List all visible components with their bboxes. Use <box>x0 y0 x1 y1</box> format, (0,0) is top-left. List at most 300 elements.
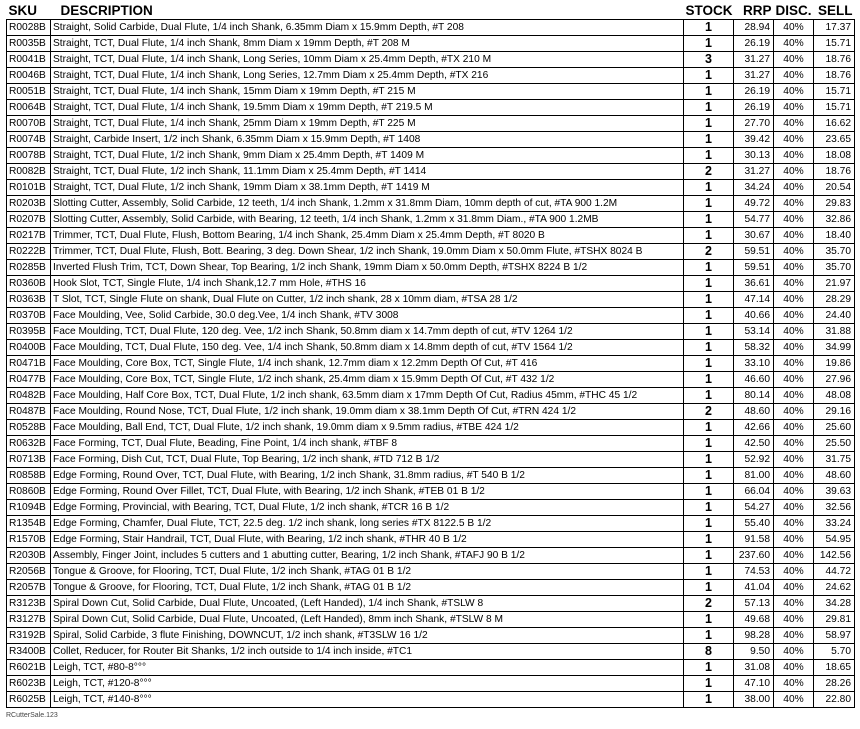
table-row[interactable] <box>7 276 855 292</box>
cell-disc[interactable]: 40% <box>774 292 814 308</box>
cell-disc[interactable]: 40% <box>774 324 814 340</box>
cell-description[interactable]: Slotting Cutter, Assembly, Solid Carbide, 12 teeth, 1/4 inch Shank, 1.2mm x 31.8mm Diam, 10mm depth of cut, #TA 900 1.2M <box>51 196 684 212</box>
cell-rrp[interactable]: 42.66 <box>734 420 774 436</box>
cell-disc[interactable]: 40% <box>774 548 814 564</box>
table-row[interactable] <box>7 116 855 132</box>
table-row[interactable] <box>7 436 855 452</box>
cell-rrp[interactable]: 30.13 <box>734 148 774 164</box>
cell-sell[interactable]: 18.76 <box>814 68 855 84</box>
cell-sku[interactable]: R0400B <box>7 340 51 356</box>
cell-sku[interactable]: R0395B <box>7 324 51 340</box>
cell-sell[interactable]: 32.56 <box>814 500 855 516</box>
cell-sell[interactable]: 35.70 <box>814 244 855 260</box>
cell-stock[interactable]: 1 <box>684 484 734 500</box>
table-row[interactable] <box>7 132 855 148</box>
cell-stock[interactable]: 1 <box>684 292 734 308</box>
cell-sell[interactable]: 24.62 <box>814 580 855 596</box>
cell-sku[interactable]: R1354B <box>7 516 51 532</box>
cell-description[interactable]: Hook Slot, TCT, Single Flute, 1/4 inch Shank,12.7 mm Hole, #THS 16 <box>51 276 684 292</box>
table-row[interactable] <box>7 452 855 468</box>
cell-rrp[interactable]: 26.19 <box>734 84 774 100</box>
cell-sell[interactable]: 27.96 <box>814 372 855 388</box>
cell-stock[interactable]: 1 <box>684 84 734 100</box>
cell-sku[interactable]: R0028B <box>7 20 51 36</box>
cell-sell[interactable]: 17.37 <box>814 20 855 36</box>
cell-sku[interactable]: R1570B <box>7 532 51 548</box>
cell-rrp[interactable]: 81.00 <box>734 468 774 484</box>
cell-disc[interactable]: 40% <box>774 52 814 68</box>
cell-description[interactable]: Straight, Solid Carbide, Dual Flute, 1/4 inch Shank, 6.35mm Diam x 15.9mm Depth, #T 208 <box>51 20 684 36</box>
cell-description[interactable]: Edge Forming, Provincial, with Bearing, TCT, Dual Flute, 1/2 inch shank, #TCR 16 B 1/2 <box>51 500 684 516</box>
cell-sku[interactable]: R0051B <box>7 84 51 100</box>
cell-sell[interactable]: 31.75 <box>814 452 855 468</box>
cell-sku[interactable]: R0285B <box>7 260 51 276</box>
cell-sell[interactable]: 23.65 <box>814 132 855 148</box>
cell-disc[interactable]: 40% <box>774 596 814 612</box>
cell-sku[interactable]: R0471B <box>7 356 51 372</box>
cell-rrp[interactable]: 54.77 <box>734 212 774 228</box>
table-row[interactable] <box>7 164 855 180</box>
cell-stock[interactable]: 1 <box>684 68 734 84</box>
cell-stock[interactable]: 2 <box>684 244 734 260</box>
cell-disc[interactable]: 40% <box>774 180 814 196</box>
cell-sell[interactable]: 34.99 <box>814 340 855 356</box>
table-row[interactable] <box>7 676 855 692</box>
cell-rrp[interactable]: 54.27 <box>734 500 774 516</box>
cell-sku[interactable]: R0217B <box>7 228 51 244</box>
cell-description[interactable]: Straight, TCT, Dual Flute, 1/4 inch Shank, 8mm Diam x 19mm Depth, #T 208 M <box>51 36 684 52</box>
cell-sell[interactable]: 35.70 <box>814 260 855 276</box>
cell-stock[interactable]: 2 <box>684 596 734 612</box>
cell-stock[interactable]: 2 <box>684 164 734 180</box>
cell-rrp[interactable]: 33.10 <box>734 356 774 372</box>
cell-stock[interactable]: 1 <box>684 388 734 404</box>
cell-disc[interactable]: 40% <box>774 516 814 532</box>
table-row[interactable] <box>7 196 855 212</box>
cell-description[interactable]: Edge Forming, Stair Handrail, TCT, Dual Flute, with Bearing, 1/2 inch shank, #THR 40 B 1/2 <box>51 532 684 548</box>
cell-description[interactable]: Straight, TCT, Dual Flute, 1/4 inch Shank, 15mm Diam x 19mm Depth, #T 215 M <box>51 84 684 100</box>
cell-rrp[interactable]: 59.51 <box>734 244 774 260</box>
cell-sku[interactable]: R3192B <box>7 628 51 644</box>
cell-description[interactable]: Straight, TCT, Dual Flute, 1/4 inch Shank, Long Series, 12.7mm Diam x 25.4mm Depth, #TX 216 <box>51 68 684 84</box>
cell-sell[interactable]: 18.40 <box>814 228 855 244</box>
table-row[interactable] <box>7 68 855 84</box>
cell-sell[interactable]: 25.60 <box>814 420 855 436</box>
cell-description[interactable]: Face Moulding, Vee, Solid Carbide, 30.0 deg.Vee, 1/4 inch Shank, #TV 3008 <box>51 308 684 324</box>
cell-description[interactable]: Edge Forming, Chamfer, Dual Flute, TCT, 22.5 deg. 1/2 inch shank, long series #TX 8122.5 B 1/2 <box>51 516 684 532</box>
cell-description[interactable]: Face Moulding, TCT, Dual Flute, 150 deg. Vee, 1/4 inch Shank, 50.8mm diam x 14.8mm depth of cut, #TV 1564 1/2 <box>51 340 684 356</box>
cell-stock[interactable]: 1 <box>684 516 734 532</box>
cell-sell[interactable]: 18.65 <box>814 660 855 676</box>
cell-description[interactable]: Face Moulding, Half Core Box, TCT, Dual Flute, 1/2 inch shank, 63.5mm diam x 17mm Depth Of Cut, Radius 45mm, #THC 45 1/2 <box>51 388 684 404</box>
cell-rrp[interactable]: 53.14 <box>734 324 774 340</box>
cell-description[interactable]: Straight, TCT, Dual Flute, 1/4 inch Shank, 19.5mm Diam x 19mm Depth, #T 219.5 M <box>51 100 684 116</box>
cell-sell[interactable]: 16.62 <box>814 116 855 132</box>
cell-sku[interactable]: R0713B <box>7 452 51 468</box>
cell-sell[interactable]: 39.63 <box>814 484 855 500</box>
table-row[interactable] <box>7 244 855 260</box>
cell-description[interactable]: Straight, TCT, Dual Flute, 1/4 inch Shank, Long Series, 10mm Diam x 25.4mm Depth, #TX 210 M <box>51 52 684 68</box>
cell-description[interactable]: Straight, TCT, Dual Flute, 1/2 inch Shank, 11.1mm Diam x 25.4mm Depth, #T 1414 <box>51 164 684 180</box>
cell-rrp[interactable]: 66.04 <box>734 484 774 500</box>
cell-disc[interactable]: 40% <box>774 228 814 244</box>
table-row[interactable] <box>7 692 855 708</box>
cell-disc[interactable]: 40% <box>774 356 814 372</box>
cell-sell[interactable]: 22.80 <box>814 692 855 708</box>
cell-sku[interactable]: R0860B <box>7 484 51 500</box>
cell-rrp[interactable]: 39.42 <box>734 132 774 148</box>
cell-sku[interactable]: R2030B <box>7 548 51 564</box>
cell-description[interactable]: Face Moulding, Ball End, TCT, Dual Flute, 1/2 inch shank, 19.0mm diam x 9.5mm radius, #TBE 424 1/2 <box>51 420 684 436</box>
cell-sell[interactable]: 29.16 <box>814 404 855 420</box>
cell-rrp[interactable]: 80.14 <box>734 388 774 404</box>
cell-sell[interactable]: 29.81 <box>814 612 855 628</box>
cell-sell[interactable]: 58.97 <box>814 628 855 644</box>
cell-stock[interactable]: 1 <box>684 116 734 132</box>
cell-stock[interactable]: 1 <box>684 308 734 324</box>
cell-sell[interactable]: 31.88 <box>814 324 855 340</box>
cell-description[interactable]: Straight, TCT, Dual Flute, 1/2 inch Shank, 19mm Diam x 38.1mm Depth, #T 1419 M <box>51 180 684 196</box>
cell-description[interactable]: Trimmer, TCT, Dual Flute, Flush, Bott. Bearing, 3 deg. Down Shear, 1/2 inch Shank, 19.0mm Diam x 50.0mm Flute, #TSHX 8024 B <box>51 244 684 260</box>
cell-rrp[interactable]: 31.27 <box>734 52 774 68</box>
cell-disc[interactable]: 40% <box>774 452 814 468</box>
cell-sku[interactable]: R6021B <box>7 660 51 676</box>
cell-sku[interactable]: R0074B <box>7 132 51 148</box>
table-row[interactable] <box>7 628 855 644</box>
cell-sell[interactable]: 33.24 <box>814 516 855 532</box>
cell-stock[interactable]: 1 <box>684 260 734 276</box>
cell-description[interactable]: Face Forming, TCT, Dual Flute, Beading, Fine Point, 1/4 inch shank, #TBF 8 <box>51 436 684 452</box>
cell-description[interactable]: Leigh, TCT, #80-8°°° <box>51 660 684 676</box>
cell-sku[interactable]: R0207B <box>7 212 51 228</box>
table-row[interactable] <box>7 52 855 68</box>
cell-disc[interactable]: 40% <box>774 308 814 324</box>
cell-disc[interactable]: 40% <box>774 340 814 356</box>
cell-sell[interactable]: 18.76 <box>814 52 855 68</box>
cell-sku[interactable]: R0487B <box>7 404 51 420</box>
cell-rrp[interactable]: 91.58 <box>734 532 774 548</box>
cell-sku[interactable]: R0370B <box>7 308 51 324</box>
table-row[interactable] <box>7 324 855 340</box>
cell-sku[interactable]: R0046B <box>7 68 51 84</box>
cell-sell[interactable]: 15.71 <box>814 100 855 116</box>
cell-sell[interactable]: 24.40 <box>814 308 855 324</box>
cell-rrp[interactable]: 59.51 <box>734 260 774 276</box>
cell-description[interactable]: Straight, Carbide Insert, 1/2 inch Shank, 6.35mm Diam x 15.9mm Depth, #T 1408 <box>51 132 684 148</box>
cell-disc[interactable]: 40% <box>774 676 814 692</box>
cell-sell[interactable]: 28.26 <box>814 676 855 692</box>
cell-stock[interactable]: 2 <box>684 404 734 420</box>
cell-sell[interactable]: 29.83 <box>814 196 855 212</box>
cell-description[interactable]: Face Moulding, Core Box, TCT, Single Flute, 1/4 inch shank, 12.7mm diam x 12.2mm Depth Of Cut, #T 416 <box>51 356 684 372</box>
cell-disc[interactable]: 40% <box>774 244 814 260</box>
cell-sku[interactable]: R3400B <box>7 644 51 660</box>
table-row[interactable] <box>7 564 855 580</box>
cell-disc[interactable]: 40% <box>774 260 814 276</box>
cell-stock[interactable]: 1 <box>684 212 734 228</box>
cell-stock[interactable]: 3 <box>684 52 734 68</box>
cell-rrp[interactable]: 47.10 <box>734 676 774 692</box>
cell-sell[interactable]: 21.97 <box>814 276 855 292</box>
cell-sku[interactable]: R0363B <box>7 292 51 308</box>
table-row[interactable] <box>7 340 855 356</box>
table-row[interactable] <box>7 532 855 548</box>
cell-stock[interactable]: 1 <box>684 372 734 388</box>
table-row[interactable] <box>7 420 855 436</box>
cell-rrp[interactable]: 52.92 <box>734 452 774 468</box>
cell-rrp[interactable]: 38.00 <box>734 692 774 708</box>
cell-stock[interactable]: 1 <box>684 276 734 292</box>
cell-stock[interactable]: 1 <box>684 180 734 196</box>
cell-stock[interactable]: 1 <box>684 580 734 596</box>
cell-stock[interactable]: 8 <box>684 644 734 660</box>
cell-disc[interactable]: 40% <box>774 132 814 148</box>
cell-stock[interactable]: 1 <box>684 340 734 356</box>
cell-stock[interactable]: 1 <box>684 628 734 644</box>
cell-description[interactable]: Inverted Flush Trim, TCT, Down Shear, Top Bearing, 1/2 inch Shank, 19mm Diam x 50.0mm Depth, #TSHX 8224 B 1/2 <box>51 260 684 276</box>
cell-sku[interactable]: R0035B <box>7 36 51 52</box>
cell-description[interactable]: Leigh, TCT, #140-8°°° <box>51 692 684 708</box>
cell-disc[interactable]: 40% <box>774 68 814 84</box>
cell-rrp[interactable]: 237.60 <box>734 548 774 564</box>
cell-sell[interactable]: 48.08 <box>814 388 855 404</box>
cell-rrp[interactable]: 26.19 <box>734 100 774 116</box>
cell-description[interactable]: Face Moulding, TCT, Dual Flute, 120 deg. Vee, 1/2 inch Shank, 50.8mm diam x 14.7mm depth of cut, #TV 1264 1/2 <box>51 324 684 340</box>
cell-stock[interactable]: 1 <box>684 228 734 244</box>
cell-sell[interactable]: 44.72 <box>814 564 855 580</box>
cell-disc[interactable]: 40% <box>774 468 814 484</box>
cell-sku[interactable]: R2057B <box>7 580 51 596</box>
cell-disc[interactable]: 40% <box>774 436 814 452</box>
cell-rrp[interactable]: 31.27 <box>734 164 774 180</box>
cell-stock[interactable]: 1 <box>684 564 734 580</box>
cell-description[interactable]: Spiral Down Cut, Solid Carbide, Dual Flute, Uncoated, (Left Handed), 1/4 inch Shank, #TSLW 8 <box>51 596 684 612</box>
table-row[interactable] <box>7 660 855 676</box>
cell-stock[interactable]: 1 <box>684 436 734 452</box>
cell-description[interactable]: Assembly, Finger Joint, includes 5 cutters and 1 abutting cutter, Bearing, 1/2 inch Shank, #TAFJ 90 B 1/2 <box>51 548 684 564</box>
cell-description[interactable]: Trimmer, TCT, Dual Flute, Flush, Bottom Bearing, 1/4 inch Shank, 25.4mm Diam x 25.4mm Depth, #T 8020 B <box>51 228 684 244</box>
cell-sku[interactable]: R0070B <box>7 116 51 132</box>
cell-disc[interactable]: 40% <box>774 276 814 292</box>
cell-description[interactable]: Spiral, Solid Carbide, 3 flute Finishing, DOWNCUT, 1/2 inch shank, #T3SLW 16 1/2 <box>51 628 684 644</box>
cell-sku[interactable]: R6025B <box>7 692 51 708</box>
cell-sku[interactable]: R0078B <box>7 148 51 164</box>
table-row[interactable] <box>7 356 855 372</box>
cell-rrp[interactable]: 46.60 <box>734 372 774 388</box>
cell-stock[interactable]: 1 <box>684 500 734 516</box>
table-row[interactable] <box>7 308 855 324</box>
table-row[interactable] <box>7 212 855 228</box>
cell-stock[interactable]: 1 <box>684 676 734 692</box>
cell-disc[interactable]: 40% <box>774 116 814 132</box>
cell-description[interactable]: Edge Forming, Round Over Fillet, TCT, Dual Flute, with Bearing, 1/2 inch Shank, #TEB 01 B 1/2 <box>51 484 684 500</box>
cell-stock[interactable]: 1 <box>684 452 734 468</box>
table-row[interactable] <box>7 100 855 116</box>
cell-rrp[interactable]: 26.19 <box>734 36 774 52</box>
cell-sku[interactable]: R2056B <box>7 564 51 580</box>
cell-disc[interactable]: 40% <box>774 148 814 164</box>
cell-description[interactable]: Spiral Down Cut, Solid Carbide, Dual Flute, Uncoated, (Left Handed), 8mm inch Shank, #TSLW 8 M <box>51 612 684 628</box>
cell-rrp[interactable]: 27.70 <box>734 116 774 132</box>
cell-disc[interactable]: 40% <box>774 388 814 404</box>
cell-description[interactable]: Slotting Cutter, Assembly, Solid Carbide, with Bearing, 12 teeth, 1/4 inch Shank, 1.2mm x 31.8mm Diam., #TA 900 1.2MB <box>51 212 684 228</box>
cell-rrp[interactable]: 30.67 <box>734 228 774 244</box>
table-row[interactable] <box>7 388 855 404</box>
table-row[interactable] <box>7 404 855 420</box>
cell-disc[interactable]: 40% <box>774 404 814 420</box>
table-row[interactable] <box>7 20 855 36</box>
cell-disc[interactable]: 40% <box>774 36 814 52</box>
cell-disc[interactable]: 40% <box>774 100 814 116</box>
cell-disc[interactable]: 40% <box>774 500 814 516</box>
table-row[interactable] <box>7 228 855 244</box>
table-row[interactable] <box>7 644 855 660</box>
cell-disc[interactable]: 40% <box>774 612 814 628</box>
cell-description[interactable]: Tongue & Groove, for Flooring, TCT, Dual Flute, 1/2 inch Shank, #TAG 01 B 1/2 <box>51 564 684 580</box>
cell-sku[interactable]: R0222B <box>7 244 51 260</box>
table-row[interactable] <box>7 372 855 388</box>
cell-stock[interactable]: 1 <box>684 132 734 148</box>
cell-sell[interactable]: 142.56 <box>814 548 855 564</box>
cell-description[interactable]: Face Moulding, Core Box, TCT, Single Flute, 1/2 inch shank, 25.4mm diam x 15.9mm Depth Of Cut, #T 432 1/2 <box>51 372 684 388</box>
cell-sku[interactable]: R0482B <box>7 388 51 404</box>
cell-sell[interactable]: 28.29 <box>814 292 855 308</box>
cell-sell[interactable]: 32.86 <box>814 212 855 228</box>
cell-stock[interactable]: 1 <box>684 468 734 484</box>
cell-rrp[interactable]: 74.53 <box>734 564 774 580</box>
cell-rrp[interactable]: 55.40 <box>734 516 774 532</box>
cell-description[interactable]: Collet, Reducer, for Router Bit Shanks, 1/2 inch outside to 1/4 inch inside, #TC1 <box>51 644 684 660</box>
cell-sku[interactable]: R0858B <box>7 468 51 484</box>
table-row[interactable] <box>7 612 855 628</box>
cell-rrp[interactable]: 28.94 <box>734 20 774 36</box>
cell-sku[interactable]: R0082B <box>7 164 51 180</box>
cell-sku[interactable]: R0203B <box>7 196 51 212</box>
cell-description[interactable]: T Slot, TCT, Single Flute on shank, Dual Flute on Cutter, 1/2 inch shank, 28 x 10mm diam, #TSA 28 1/2 <box>51 292 684 308</box>
cell-sku[interactable]: R0101B <box>7 180 51 196</box>
table-row[interactable] <box>7 148 855 164</box>
cell-sell[interactable]: 48.60 <box>814 468 855 484</box>
cell-stock[interactable]: 1 <box>684 660 734 676</box>
cell-rrp[interactable]: 49.68 <box>734 612 774 628</box>
cell-stock[interactable]: 1 <box>684 20 734 36</box>
cell-rrp[interactable]: 58.32 <box>734 340 774 356</box>
cell-rrp[interactable]: 42.50 <box>734 436 774 452</box>
table-row[interactable] <box>7 596 855 612</box>
cell-description[interactable]: Straight, TCT, Dual Flute, 1/4 inch Shank, 25mm Diam x 19mm Depth, #T 225 M <box>51 116 684 132</box>
cell-disc[interactable]: 40% <box>774 644 814 660</box>
cell-sell[interactable]: 25.50 <box>814 436 855 452</box>
cell-stock[interactable]: 1 <box>684 100 734 116</box>
cell-rrp[interactable]: 34.24 <box>734 180 774 196</box>
cell-description[interactable]: Face Moulding, Round Nose, TCT, Dual Flute, 1/2 inch shank, 19.0mm diam x 38.1mm Depth Of Cut, #TRN 424 1/2 <box>51 404 684 420</box>
cell-stock[interactable]: 1 <box>684 420 734 436</box>
cell-disc[interactable]: 40% <box>774 692 814 708</box>
cell-disc[interactable]: 40% <box>774 164 814 180</box>
cell-rrp[interactable]: 31.27 <box>734 68 774 84</box>
table-row[interactable] <box>7 484 855 500</box>
table-row[interactable] <box>7 516 855 532</box>
cell-sku[interactable]: R6023B <box>7 676 51 692</box>
table-row[interactable] <box>7 180 855 196</box>
cell-disc[interactable]: 40% <box>774 212 814 228</box>
cell-stock[interactable]: 1 <box>684 356 734 372</box>
table-row[interactable] <box>7 84 855 100</box>
table-row[interactable] <box>7 500 855 516</box>
cell-sku[interactable]: R0632B <box>7 436 51 452</box>
cell-sell[interactable]: 18.76 <box>814 164 855 180</box>
cell-sell[interactable]: 18.08 <box>814 148 855 164</box>
cell-sell[interactable]: 5.70 <box>814 644 855 660</box>
cell-stock[interactable]: 1 <box>684 548 734 564</box>
cell-sku[interactable]: R3127B <box>7 612 51 628</box>
cell-disc[interactable]: 40% <box>774 420 814 436</box>
cell-disc[interactable]: 40% <box>774 484 814 500</box>
cell-sku[interactable]: R3123B <box>7 596 51 612</box>
cell-disc[interactable]: 40% <box>774 372 814 388</box>
cell-sell[interactable]: 15.71 <box>814 36 855 52</box>
cell-stock[interactable]: 1 <box>684 692 734 708</box>
cell-disc[interactable]: 40% <box>774 564 814 580</box>
cell-description[interactable]: Edge Forming, Round Over, TCT, Dual Flute, with Bearing, 1/2 inch Shank, 31.8mm radius, #T 540 B 1/2 <box>51 468 684 484</box>
cell-stock[interactable]: 1 <box>684 36 734 52</box>
cell-description[interactable]: Leigh, TCT, #120-8°°° <box>51 676 684 692</box>
cell-sell[interactable]: 20.54 <box>814 180 855 196</box>
cell-description[interactable]: Face Forming, Dish Cut, TCT, Dual Flute, Top Bearing, 1/2 inch shank, #TD 712 B 1/2 <box>51 452 684 468</box>
cell-rrp[interactable]: 49.72 <box>734 196 774 212</box>
cell-stock[interactable]: 1 <box>684 324 734 340</box>
cell-disc[interactable]: 40% <box>774 628 814 644</box>
cell-rrp[interactable]: 31.08 <box>734 660 774 676</box>
cell-stock[interactable]: 1 <box>684 532 734 548</box>
cell-disc[interactable]: 40% <box>774 580 814 596</box>
table-row[interactable] <box>7 260 855 276</box>
cell-disc[interactable]: 40% <box>774 196 814 212</box>
cell-rrp[interactable]: 47.14 <box>734 292 774 308</box>
cell-sku[interactable]: R1094B <box>7 500 51 516</box>
cell-disc[interactable]: 40% <box>774 660 814 676</box>
cell-rrp[interactable]: 57.13 <box>734 596 774 612</box>
cell-sku[interactable]: R0041B <box>7 52 51 68</box>
cell-rrp[interactable]: 98.28 <box>734 628 774 644</box>
cell-disc[interactable]: 40% <box>774 20 814 36</box>
cell-rrp[interactable]: 48.60 <box>734 404 774 420</box>
table-row[interactable] <box>7 548 855 564</box>
cell-sell[interactable]: 15.71 <box>814 84 855 100</box>
cell-description[interactable]: Straight, TCT, Dual Flute, 1/2 inch Shank, 9mm Diam x 25.4mm Depth, #T 1409 M <box>51 148 684 164</box>
cell-description[interactable]: Tongue & Groove, for Flooring, TCT, Dual Flute, 1/2 inch Shank, #TAG 01 B 1/2 <box>51 580 684 596</box>
cell-sku[interactable]: R0360B <box>7 276 51 292</box>
cell-sku[interactable]: R0064B <box>7 100 51 116</box>
cell-sku[interactable]: R0477B <box>7 372 51 388</box>
cell-disc[interactable]: 40% <box>774 84 814 100</box>
table-row[interactable] <box>7 292 855 308</box>
cell-stock[interactable]: 1 <box>684 148 734 164</box>
table-row[interactable] <box>7 580 855 596</box>
cell-rrp[interactable]: 41.04 <box>734 580 774 596</box>
table-row[interactable] <box>7 36 855 52</box>
cell-sku[interactable]: R0528B <box>7 420 51 436</box>
cell-rrp[interactable]: 36.61 <box>734 276 774 292</box>
cell-rrp[interactable]: 40.66 <box>734 308 774 324</box>
table-row[interactable] <box>7 468 855 484</box>
cell-sell[interactable]: 54.95 <box>814 532 855 548</box>
cell-rrp[interactable]: 9.50 <box>734 644 774 660</box>
cell-disc[interactable]: 40% <box>774 532 814 548</box>
cell-stock[interactable]: 1 <box>684 612 734 628</box>
cell-stock[interactable]: 1 <box>684 196 734 212</box>
cell-sell[interactable]: 19.86 <box>814 356 855 372</box>
